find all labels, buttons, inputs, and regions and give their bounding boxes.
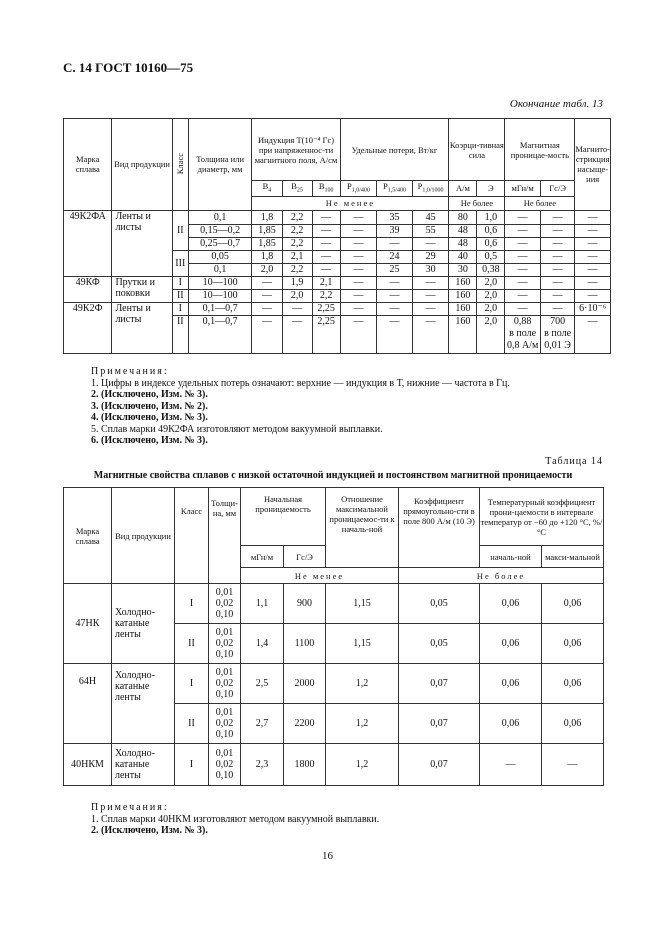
col-marka: Марка сплава	[64, 119, 112, 211]
page-number: 16	[322, 850, 333, 862]
col-tolshchina: Толщина или диаметр, мм	[188, 119, 252, 211]
col-udelnye-poteri: Удельные потери, Вт/кг	[340, 119, 449, 181]
table-row: II 0,01 0,02 0,10 1,4 1100 1,15 0,05 0,06 0,06	[64, 624, 604, 664]
table-subheader-row: мГн/м Гс/Э началь-ной макси-мальной	[64, 546, 604, 568]
table-header-row: Марка сплава Вид продукции Класс Толщи-на, мм Начальная проницаемость Отношение максимальной проницаемос-ти к началь-ной Коэффициент прямоугольно-сти в поле 800 А/м (10 Э) Температурный коэффициент прони-цаемости в интервале температур от −60 до +120 °С, %/°С	[64, 488, 604, 546]
table-header-row	[64, 119, 611, 181]
table-row: III 0,05 1,8 2,1 — — 24 29 40 0,5 — — —	[64, 250, 611, 263]
page-header: С. 14 ГОСТ 10160—75	[63, 60, 194, 75]
table-limits-row: Не менее Не более	[64, 568, 604, 584]
table-row: 64Н Холодно-катаные ленты I 0,01 0,02 0,10 2,5 2000 1,2 0,07 0,06 0,06	[64, 664, 604, 704]
table-13	[63, 118, 611, 354]
col-klass: Класс	[172, 119, 188, 211]
table-row: II 10—100 — 2,0 2,2 — — — 160 2,0 — — —	[64, 289, 611, 302]
col-magnitnaya-pronicaemost: Магнитная проницае-мость	[505, 119, 575, 181]
col-vid: Вид продукции	[112, 119, 172, 211]
table-row: II 0,01 0,02 0,10 2,7 2200 1,2 0,07 0,06 0,06	[64, 704, 604, 744]
table-continuation-label: Окончание табл. 13	[509, 98, 603, 110]
table-row: 49КФ Прутки и поковки I 10—100 — 1,9 2,1 — — — 160 2,0 — — —	[64, 276, 611, 289]
table-14	[63, 487, 604, 786]
table-limits-row: Не менее Не более Не более	[64, 196, 611, 210]
table-14-title: Магнитные свойства сплавов с низкой остаточной индукцией и постоянством магнитной проницаемости	[93, 470, 573, 481]
table-row: 49К2Ф Ленты и листы I 0,1—0,7 — — 2,25 — — — 160 2,0 — — 6·10⁻⁶	[64, 302, 611, 315]
table-row: 40НКМ Холодно-катаные ленты I 0,01 0,02 0,10 2,3 1800 1,2 0,07 — —	[64, 744, 604, 786]
table-row: II 0,1—0,7 — — 2,25 — — — 160 2,0 0,88 в поле 0,8 А/м 700 в поле 0,01 Э —	[64, 315, 611, 353]
col-magnitostrikciya: Магнито-стрикция насыще-ния	[575, 119, 611, 211]
table-row: 0,25—0,7 1,85 2,2 — — — — 48 0,6 — — —	[64, 237, 611, 250]
table-subheader-row: $B_4$ $B_{25}$ $B_{100}$ $P_{1,0/400}$ $P_{1,5/400}$ $P_{1,0/1000}$ А/м Э мГн/м Гс/Э	[64, 181, 611, 197]
table-row: 0,15—0,2 1,85 2,2 — — 39 55 48 0,6 — — —	[64, 224, 611, 237]
table-14-caption: Таблица 14	[545, 456, 603, 467]
table-row: 49К2ФА Ленты и листы II 0,1 1,8 2,2 — — 35 45 80 1,0 — — —	[64, 210, 611, 224]
notes-table-13: Примечания: 1. Цифры в индексе удельных потерь означают: верхние — индукция в Т, нижние — частота в Гц. 2. (Исключено, Изм. № 3). 3. (Исключено, Изм. № 2). 4. (Исключено, Изм. № 3). 5. Сплав марки 49К2ФА изготовляют методом вакуумной выплавки. 6. (Исключено, Изм. № 3).	[91, 366, 510, 446]
notes-table-14: Примечания: 1. Сплав марки 40НКМ изготовляют методом вакуумной выплавки. 2. (Исключено, Изм. № 3).	[91, 802, 380, 836]
table-row: 0,1 2,0 2,2 — — 25 30 30 0,38 — — —	[64, 263, 611, 276]
col-koercitivnaya: Коэрци-тивная сила	[449, 119, 505, 181]
col-indukciya: Индукция Т(10⁻⁴ Гс) при напряженнос-ти магнитного поля, А/см	[252, 119, 340, 181]
table-row: 47НК Холодно-катаные ленты I 0,01 0,02 0,10 1,1 900 1,15 0,05 0,06 0,06	[64, 584, 604, 624]
